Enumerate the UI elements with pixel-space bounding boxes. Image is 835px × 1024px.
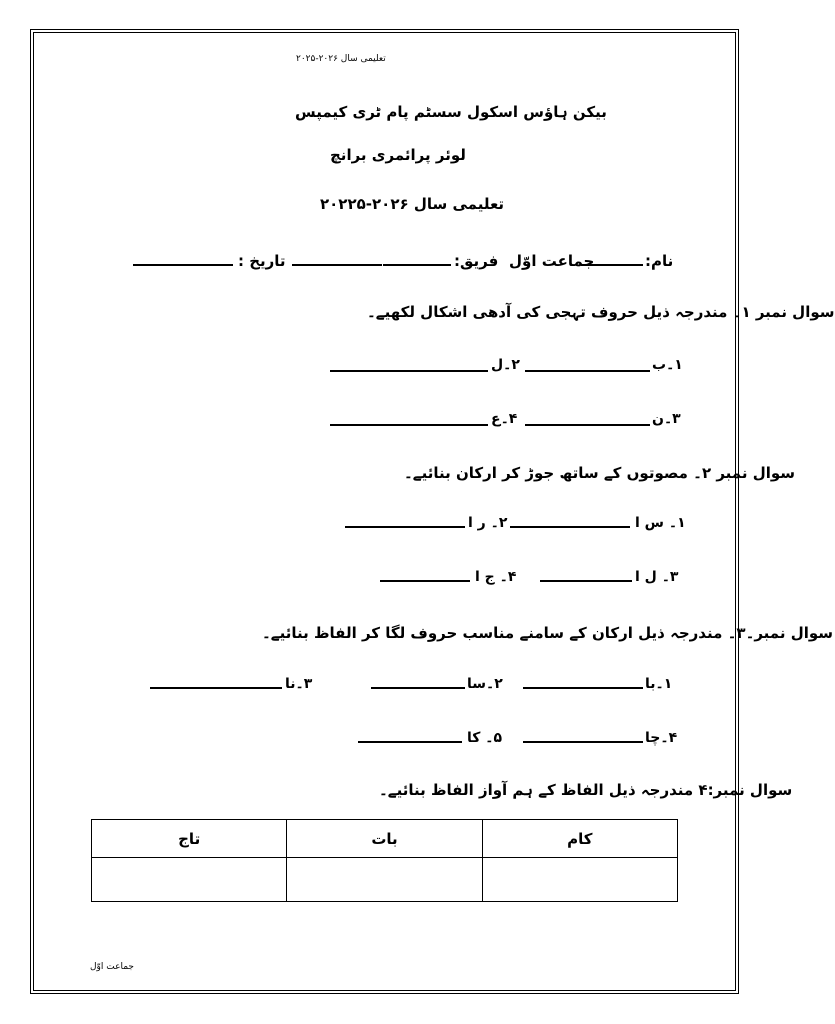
q3-item-1: ۱۔با [645,676,673,692]
question-3-title: سوال نمبر۔۳۔ مندرجہ ذیل ارکان کے سامنے مناسب حروف لگا کر الفاظ بنائیے۔ [262,624,834,642]
table-header-row [92,820,678,858]
word-cell-2: بات [287,820,482,858]
q1-item-3: ۳۔ن [652,411,681,427]
q2-item-4: ۴۔ ج ا [475,569,517,585]
q3-blank-5 [358,741,462,743]
q1-blank-3 [525,424,650,426]
session-title: تعلیمی سال ۲۰۲۶-۲۰۲۲۵ [320,195,505,213]
q3-item-4: ۴۔چا [645,730,678,746]
answer-cell-3 [92,858,287,902]
q3-blank-3 [150,687,282,689]
name-label: نام: [645,252,674,270]
school-name: بیکن ہاؤس اسکول سسٹم پام ٹری کیمپس [295,103,607,121]
top-session-text: تعلیمی سال ۲۰۲۶-۲۰۲۵ [296,54,386,64]
q2-blank-3 [540,580,632,582]
q1-item-2: ۲۔ل [491,357,520,373]
q3-blank-2 [371,687,465,689]
q1-blank-1 [525,370,650,372]
question-1-title: سوال نمبر ۱۔ مندرجہ ذیل حروف تہجی کی آدھی اشکال لکھیے۔ [367,303,835,321]
q2-item-1: ۱۔ س ا [635,515,686,531]
date-blank [133,264,233,266]
q2-blank-1 [510,526,630,528]
question-2-title: سوال نمبر ۲۔ مصوتوں کے ساتھ جوڑ کر ارکان بنائیے۔ [404,464,796,482]
q1-item-4: ۴۔ع [491,411,518,427]
section-blank [383,264,451,266]
q3-blank-4 [523,741,643,743]
footer-class: جماعت اوّل [90,962,134,972]
q2-item-2: ۲۔ ر ا [468,515,508,531]
section-label: فریق: [454,252,499,270]
branch-name: لوئر پرائمری برانچ [330,146,466,164]
word-cell-1: کام [482,820,677,858]
answer-cell-2 [287,858,482,902]
q1-blank-4 [330,424,488,426]
date-label: تاریخ : [238,252,286,270]
q3-item-2: ۲۔سا [467,676,503,692]
table-answer-row [92,858,678,902]
q1-blank-2 [330,370,488,372]
section-blank-2 [292,264,382,266]
homophone-table [91,819,678,902]
q3-item-5: ۵۔ کا [467,730,503,746]
q3-item-3: ۳۔نا [285,676,313,692]
question-4-title: سوال نمبر:۴ مندرجہ ذیل الفاظ کے ہم آواز الفاظ بنائیے۔ [379,781,793,799]
answer-cell-1 [482,858,677,902]
q2-blank-4 [380,580,470,582]
q2-item-3: ۳۔ ل ا [635,569,679,585]
q2-blank-2 [345,526,465,528]
q1-item-1: ۱۔ب [652,357,683,373]
class-label: جماعت اوّل [509,252,595,270]
word-cell-3: تاج [92,820,287,858]
q3-blank-1 [523,687,643,689]
